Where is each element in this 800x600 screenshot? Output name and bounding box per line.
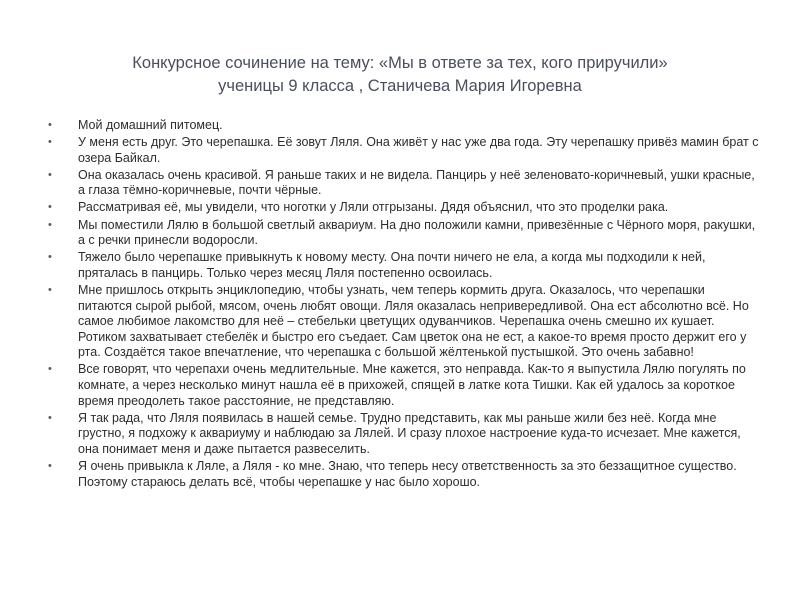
paragraph-text: Рассматривая её, мы увидели, что ноготки у Ляли отгрызаны. Дядя объяснил, что это проделки рака.: [78, 200, 669, 215]
list-item: [48, 282, 760, 361]
paragraph-text: У меня есть друг. Это черепашка. Её зовут Ляля. Она живёт у нас уже два года. Эту черепашку привёз мамин брат с озера Байкал.: [78, 135, 759, 165]
paragraph-text: Мне пришлось открыть энциклопедию, чтобы узнать, чем теперь кормить друга. Оказалось, что черепашки питаются сырой рыбой, мясом, очень любят овощи. Ляля оказалась непривередливой. Она ест абсолютно всё. Но самое любимое лакомство для неё – стебельки цветущих одуванчиков. Черепашка очень смешно их кушает. Ротиком захватывает стебелёк и быстро его съедает. Сам цветок она не ест, а какое-то время просто держит его у рта. Создаётся такое впечатление, что черепашка с большой жёлтенькой пустышкой. Это очень забавно!: [78, 282, 749, 360]
paragraph-text: Все говорят, что черепахи очень медлительные. Мне кажется, это неправда. Как-то я выпустила Лялю погулять по комнате, а через несколько минут нашла её в прихожей, спящей в латке кота Тишки. Как ей удалось за короткое время преодолеть такое расстояние, не представляю.: [78, 362, 746, 408]
bullet-list: [48, 118, 760, 492]
paragraph-text: Я очень привыкла к Ляле, а Ляля - ко мне. Знаю, что теперь несу ответственность за это беззащитное существо. Поэтому стараюсь делать всё, чтобы черепашке у нас было хорошо.: [78, 458, 737, 489]
paragraph-text: Тяжело было черепашке привыкнуть к новому месту. Она почти ничего не ела, а когда мы подходили к ней, пряталась в панцирь. Только через месяц Ляля постепенно освоилась.: [78, 250, 706, 280]
paragraph-text: Я так рада, что Ляля появилась в нашей семье. Трудно представить, как мы раньше жили без неё. Когда мне грустно, я подхожу к аквариуму и наблюдаю за Лялей. И сразу плохое настроение куда-то исчезает. Мне кажется, она понимает меня и даже пытается развеселить.: [78, 410, 741, 456]
list-item: [48, 135, 760, 166]
bullet-icon: •: [48, 136, 52, 149]
title-line-1: Конкурсное сочинение на тему: «Мы в ответе за тех, кого приручили»: [132, 54, 668, 72]
list-item: [48, 217, 760, 249]
list-item: [48, 410, 760, 458]
paragraph-text: Мой домашний питомец.: [78, 118, 223, 132]
bullet-icon: •: [48, 251, 52, 264]
bullet-icon: •: [48, 119, 52, 131]
list-item: [48, 458, 760, 490]
bullet-icon: •: [48, 459, 52, 472]
bullet-icon: •: [48, 168, 52, 181]
slide-title: [40, 52, 760, 98]
bullet-icon: •: [48, 411, 52, 424]
bullet-icon: •: [48, 218, 52, 231]
list-item: [48, 118, 760, 134]
bullet-icon: •: [48, 363, 52, 376]
bullet-icon: •: [48, 201, 52, 214]
list-item: [48, 250, 760, 281]
list-item: [48, 167, 760, 199]
title-line-2: ученицы 9 класса , Станичева Мария Игоревна: [218, 77, 582, 95]
list-item: [48, 200, 760, 216]
bullet-icon: •: [48, 283, 52, 296]
paragraph-text: Она оказалась очень красивой. Я раньше таких и не видела. Панцирь у неё зеленовато-коричневый, ушки красные, а глаза тёмно-коричневые, почти чёрные.: [78, 167, 755, 198]
list-item: [48, 362, 760, 409]
paragraph-text: Мы поместили Лялю в большой светлый аквариум. На дно положили камни, привезённые с Чёрного моря, ракушки, а с речки принесли водоросли.: [78, 217, 756, 248]
